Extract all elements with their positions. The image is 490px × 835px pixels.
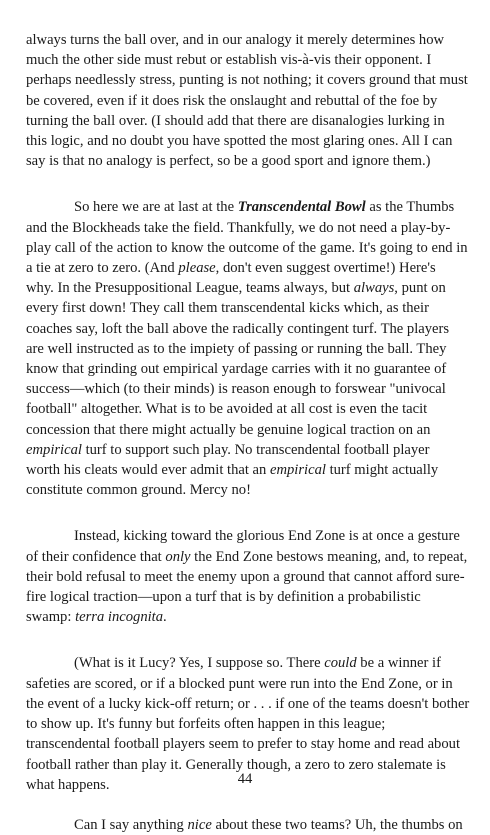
text-line: are well instructed as to the impiety of passing or running the ball. They — [26, 340, 447, 357]
text-run: So here we are at last at the — [74, 199, 238, 216]
text-run: , don't even suggest overtime!) Here's — [215, 260, 436, 277]
text-line: to show up. It's funny but forfeits often happen in this league; — [26, 716, 386, 733]
text-run: turf might actually — [325, 462, 439, 479]
text-run: Can I say anything — [74, 816, 188, 833]
text-line: know that grinding out empirical yardage carries with it no guarantee of — [26, 361, 447, 378]
text-line: constitute common ground. Mercy no! — [26, 482, 251, 499]
italic-word: could — [324, 655, 357, 672]
text-run: (What is it Lucy? Yes, I suppose so. There — [74, 655, 325, 672]
italic-word: empirical — [269, 462, 326, 479]
text-line: success—which (to their minds) is reason enough to forswear "univocal — [26, 381, 446, 398]
text-line — [26, 607, 467, 627]
italic-word: only — [165, 548, 191, 565]
text-run: why. In the Presuppositional League, teams always, but — [26, 280, 354, 297]
page-number: 44 — [237, 771, 253, 787]
text-line: much the other side must rebut or establish vis-à-vis their opponent. I — [26, 52, 432, 69]
text-line: perhaps needlessly stress, punting is not nothing; it covers ground that must — [26, 72, 468, 89]
paragraph-3 — [26, 526, 467, 627]
text-line — [26, 815, 467, 835]
text-line — [26, 278, 467, 298]
text-line: every first down! They call them transcendental kicks which, as their — [26, 300, 429, 317]
italic-phrase: terra incognita — [75, 609, 164, 626]
text-run: , punt on — [394, 280, 446, 297]
text-line: always turns the ball over, and in our analogy it merely determines how — [26, 32, 445, 48]
text-run: worth his cleats would ever admit that an — [26, 462, 270, 479]
text-line: coaches say, loft the ball above the radically contingent turf. The players — [26, 320, 450, 337]
text-run: of their confidence that — [26, 548, 166, 565]
text-line — [26, 653, 467, 673]
text-run: turf to support such play. No transcendental football player — [81, 441, 430, 458]
text-line: transcendental football players seem to prefer to stay home and read about — [26, 736, 461, 753]
text-line: turning the ball over. (I should add that there are disanalogies lurking in — [26, 112, 445, 129]
text-line: safeties are scored, or if a blocked punt were run into the End Zone, or in — [26, 675, 453, 692]
paragraph-5 — [26, 815, 467, 835]
book-title-emphasis: Transcendental Bowl — [237, 199, 366, 216]
text-run: the End Zone bestows meaning, and, to repeat, — [190, 548, 468, 565]
text-line: what happens. — [26, 776, 110, 793]
text-line: fire logical traction—upon a turf that is by definition a probabilistic — [26, 589, 421, 606]
text-line: this logic, and no doubt you have spotted the most glaring ones. All I can — [26, 133, 453, 150]
paragraph-1 — [26, 30, 467, 171]
text-line — [26, 197, 467, 217]
italic-word: always — [353, 280, 395, 297]
text-line: concession that there might actually be genuine logical traction on an — [26, 421, 431, 438]
text-line: the event of a lucky kick-off return; or . . . if one of the teams doesn't bother — [26, 695, 470, 712]
italic-word: please — [178, 260, 216, 277]
text-line — [26, 460, 467, 480]
paragraph-2 — [26, 197, 467, 500]
text-run: as the Thumbs — [365, 199, 455, 216]
italic-word: empirical — [26, 441, 82, 458]
text-line: football" altogether. What is to be avoided at all cost is even the tacit — [26, 401, 428, 418]
text-line: Instead, kicking toward the glorious End Zone is at once a gesture — [74, 528, 460, 545]
text-run: swamp: — [26, 609, 76, 626]
page-body — [26, 30, 470, 835]
text-line: their bold refusal to meet the enemy upon a ground that cannot afford sure- — [26, 568, 465, 585]
text-line: play call of the action to know the outcome of the game. It's going to end in — [26, 239, 468, 256]
italic-word: nice — [187, 816, 212, 833]
text-line — [26, 258, 467, 278]
text-run: . — [163, 609, 167, 626]
text-line: say is that no analogy is perfect, so be a good sport and ignore them.) — [26, 153, 431, 170]
text-line — [26, 440, 467, 460]
text-line: football rather than play it. Generally though, a zero to zero stalemate is — [26, 756, 446, 773]
text-line: and the Blockheads take the field. Thankfully, we do not need a play-by- — [26, 219, 451, 236]
text-run: about these two teams? Uh, the thumbs on — [211, 816, 463, 833]
text-run: be a winner if — [356, 655, 441, 672]
text-line — [26, 547, 467, 567]
text-run: a tie at zero to zero. (And — [26, 260, 179, 277]
text-line: be covered, even if it does risk the onslaught and rebuttal of the foe by — [26, 92, 438, 109]
